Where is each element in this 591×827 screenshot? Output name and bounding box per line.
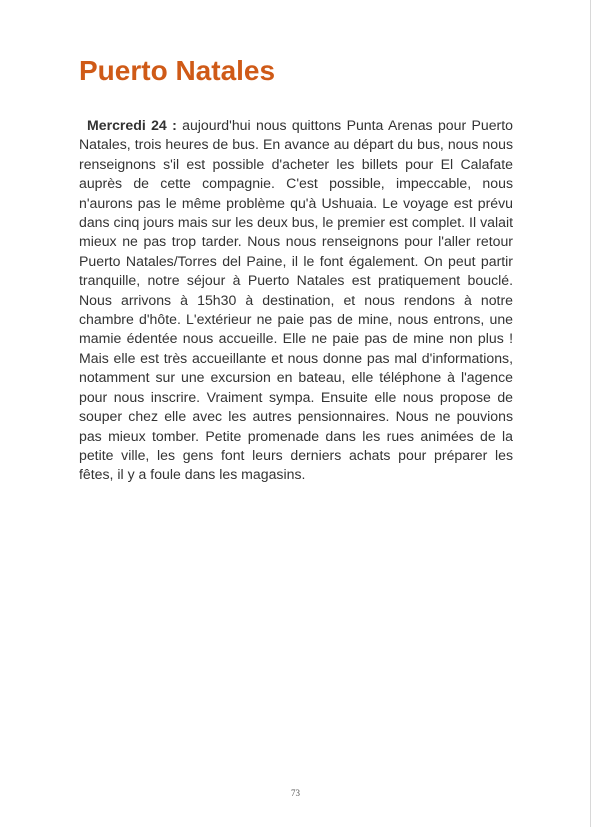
entry-date-label: Mercredi 24 : [87,117,177,133]
journal-entry [79,116,513,485]
entry-text: aujourd'hui nous quittons Punta Arenas pour Puerto Natales, trois heures de bus. En avance au départ du bus, nous nous renseignons s'il est possible d'acheter les billets pour El Calafate auprès de cette compagnie. C'est possible, impeccable, nous n'aurons pas le même problème qu'à Ushuaia. Le voyage est prévu dans cinq jours mais sur les deux bus, le premier est complet. Il valait mieux ne pas trop tarder. Nous nous renseignons pour l'aller retour Puerto Natales/Torres del Paine, il le font également. On peut partir tranquille, notre séjour à Puerto Natales est pratiquement bouclé. Nous arrivons à 15h30 à destination, et nous rendons à notre chambre d'hôte. L'extérieur ne paie pas de mine, nous entrons, une mamie édentée nous accueille. Elle ne paie pas de mine non plus ! Mais elle est très accueillante et nous donne pas mal d'informations, notamment sur une excursion en bateau, elle téléphone à l'agence pour nous inscrire. Vraiment sympa. Ensuite elle nous propose de souper chez elle avec les autres pensionnaires. Nous ne pouvions pas mieux tomber. Petite promenade dans les rues animées de la petite ville, les gens font leurs derniers achats pour préparer les fêtes, il y a foule dans les magasins. [79,117,514,483]
page-number: 73 [291,788,300,798]
page-title: Puerto Natales [79,55,276,86]
